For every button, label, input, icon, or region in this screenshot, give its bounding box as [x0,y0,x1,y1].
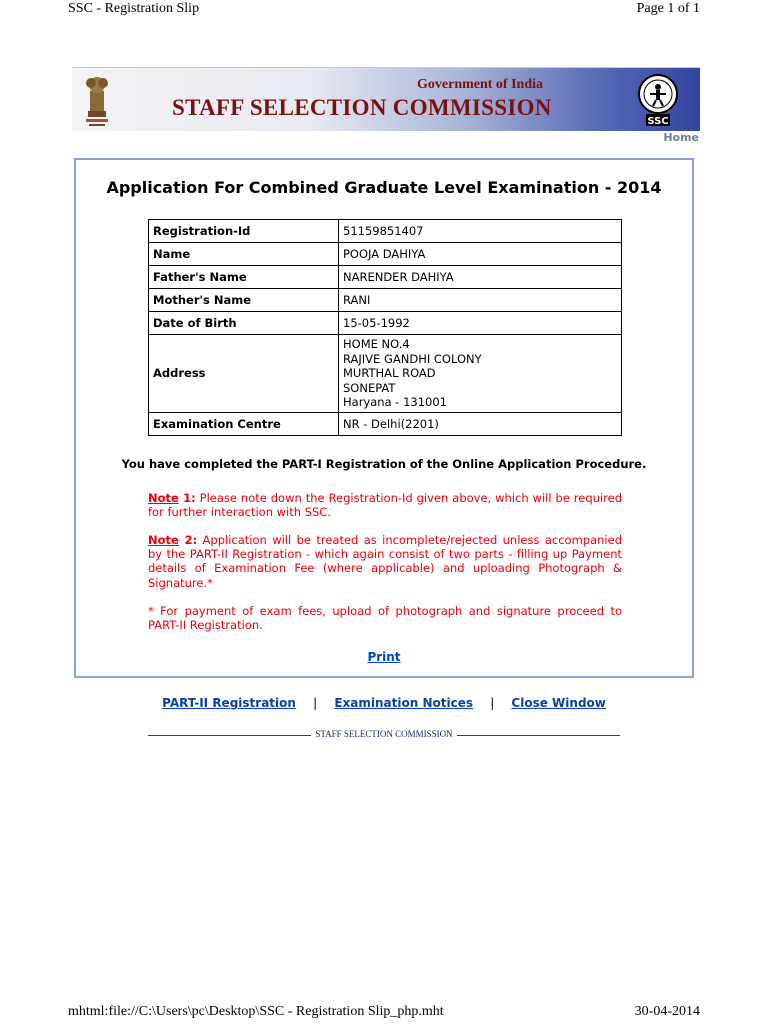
government-of-india-text: Government of India [417,77,543,92]
note-2-text: Application will be treated as incomplete/rejected unless accompanied by the PART-II Registration - which again consist of two parts - filling up Payment details of Examination Fee (where applicable) and uploading Photograph & Signature.* [148,533,622,590]
registration-id-label: Registration-Id [149,220,339,243]
ssc-banner [72,67,700,131]
note-3-text: * For payment of exam fees, upload of photograph and signature proceed to PART-II Registration. [148,604,622,633]
table-row [149,243,622,266]
ssc-logo-text: SSC [647,116,669,127]
address-line: HOME NO.4 [343,337,410,351]
date-of-birth-value: 15-05-1992 [339,312,622,335]
address-line: MURTHAL ROAD [343,366,436,380]
note-2 [148,533,622,590]
note-2-number: 2: [178,533,198,547]
close-window-link[interactable]: Close Window [511,696,606,710]
note-2-label: Note [148,533,179,547]
registration-id-value: 51159851407 [339,220,622,243]
date-of-birth-label: Date of Birth [149,312,339,335]
table-row [149,266,622,289]
link-separator: | [313,696,318,710]
examination-centre-label: Examination Centre [149,412,339,435]
registration-slip-panel [74,158,694,678]
address-line: SONEPAT [343,380,396,395]
national-emblem-icon [82,71,112,129]
note-1 [148,491,622,519]
footer-brand [0,729,768,739]
note-3 [148,604,622,632]
mother-name-value: RANI [339,289,622,312]
name-value: POOJA DAHIYA [339,243,622,266]
print-header-title: SSC - Registration Slip [68,1,200,16]
table-row [149,312,622,335]
ssc-logo-icon [636,72,680,128]
examination-centre-value: NR - Delhi(2201) [339,412,622,435]
table-row [149,335,622,413]
part-ii-registration-link[interactable]: PART-II Registration [162,696,296,710]
table-row [149,412,622,435]
table-row [149,289,622,312]
father-name-value: NARENDER DAHIYA [339,266,622,289]
footer-brand-text: STAFF SELECTION COMMISSION [311,729,456,739]
address-value [339,335,622,413]
print-header-page: Page 1 of 1 [636,1,700,16]
print-footer [0,1002,768,1024]
table-row [149,220,622,243]
page-title: Application For Combined Graduate Level Examination - 2014 [106,178,662,197]
note-1-text: Please note down the Registration-Id given above, which will be required for further interaction with SSC. [148,491,622,520]
print-header [0,0,768,22]
print-footer-path: mhtml:file://C:\Users\pc\Desktop\SSC - Registration Slip_php.mht [68,1004,444,1019]
completion-message: You have completed the PART-I Registration of the Online Application Procedure. [121,457,647,471]
home-link[interactable]: Home [663,131,699,144]
address-line: Haryana - 131001 [343,395,447,409]
bottom-links [0,696,768,710]
mother-name-label: Mother's Name [149,289,339,312]
name-label: Name [149,243,339,266]
address-label: Address [149,335,339,413]
father-name-label: Father's Name [149,266,339,289]
commission-title: STAFF SELECTION COMMISSION [172,95,552,120]
registration-details-table [148,219,622,436]
note-1-label: Note [148,491,179,505]
print-link[interactable]: Print [367,650,401,664]
address-line: RAJIVE GANDHI COLONY [343,351,482,366]
note-1-number: 1: [178,491,196,505]
link-separator: | [490,696,495,710]
examination-notices-link[interactable]: Examination Notices [334,696,473,710]
print-footer-date: 30-04-2014 [634,1004,700,1019]
